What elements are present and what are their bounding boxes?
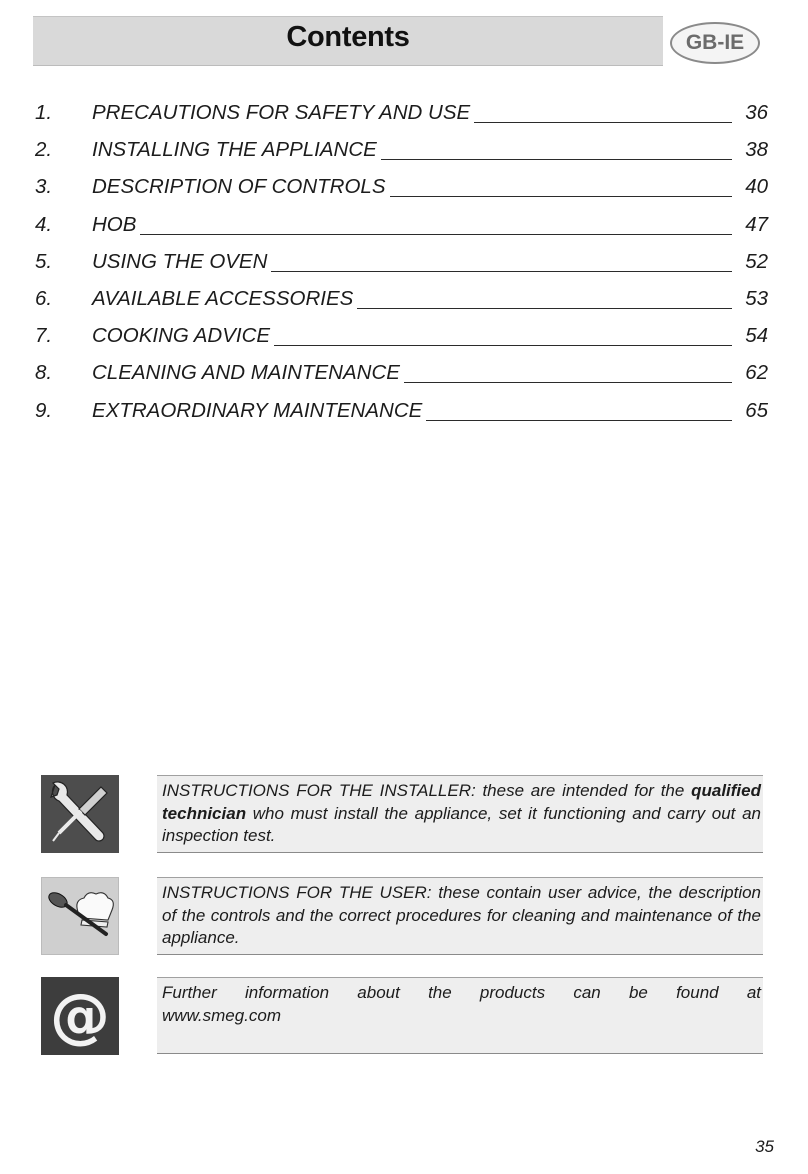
user-instructions: INSTRUCTIONS FOR THE USER: these contain user advice, the description of the controls and the correct procedures for cleaning and maintenance of the appliance.	[157, 877, 763, 955]
toc-entry[interactable]	[35, 356, 768, 393]
toc-entry-title: INSTALLING THE APPLIANCE	[92, 138, 381, 162]
toc-entry-title: DESCRIPTION OF CONTROLS	[92, 175, 390, 199]
further-info-text: Further information about the products can be found at	[162, 983, 761, 1002]
toc-entry-page: 40	[745, 175, 768, 199]
toc-entry-title: PRECAUTIONS FOR SAFETY AND USE	[92, 101, 474, 125]
toc-entry-number: 5.	[35, 249, 53, 273]
installer-bold: qualified technician	[162, 781, 761, 823]
toc-entry[interactable]	[35, 394, 768, 431]
toc-entry-page: 65	[745, 398, 768, 422]
toc-entry-page: 54	[745, 324, 768, 348]
further-information	[157, 977, 763, 1054]
toc-entry-page: 52	[745, 249, 768, 273]
language-badge: GB-IE	[670, 22, 760, 64]
installer-lead: INSTRUCTIONS FOR THE INSTALLER: these are intended for the	[162, 781, 685, 800]
toc-entry[interactable]	[35, 170, 768, 207]
toc-entry-number: 9.	[35, 398, 53, 422]
toc-entry-number: 1.	[35, 101, 53, 124]
toc-entry-page: 47	[745, 212, 768, 236]
toc-entry-title: CLEANING AND MAINTENANCE	[92, 361, 404, 385]
toc-leader-line	[135, 234, 732, 235]
page-number: 35	[755, 1137, 774, 1156]
svg-text:@: @	[50, 981, 110, 1051]
header-bar	[33, 16, 663, 66]
toc-entry-number: 7.	[35, 324, 53, 348]
toc-entry-number: 8.	[35, 361, 53, 385]
toc-entry[interactable]	[35, 133, 768, 170]
toc-entry-number: 6.	[35, 286, 53, 310]
toc-entry-title: USING THE OVEN	[92, 250, 271, 274]
toc-entry[interactable]	[35, 96, 768, 133]
toc-entry-title: HOB	[92, 213, 140, 237]
website-link[interactable]: www.smeg.com	[162, 1005, 282, 1025]
tools-icon	[41, 775, 119, 853]
toc-entry-page: 62	[745, 361, 768, 385]
toc-entry-page: 36	[745, 101, 768, 124]
installer-instructions	[157, 775, 763, 853]
at-sign-icon	[41, 977, 119, 1055]
toc-entry-number: 4.	[35, 212, 53, 236]
table-of-contents	[35, 96, 768, 431]
installer-rest: who must install the appliance, set it functioning and carry out an inspection test.	[162, 803, 761, 845]
toc-entry-number: 3.	[35, 175, 53, 199]
page-title: Contents	[286, 21, 410, 53]
toc-entry[interactable]	[35, 319, 768, 356]
toc-entry-title: COOKING ADVICE	[92, 324, 274, 348]
toc-entry[interactable]	[35, 282, 768, 319]
toc-entry-title: AVAILABLE ACCESSORIES	[92, 287, 357, 311]
chef-spoon-icon	[41, 877, 119, 955]
toc-entry-page: 38	[745, 138, 768, 162]
toc-entry-number: 2.	[35, 138, 53, 162]
toc-entry-title: EXTRAORDINARY MAINTENANCE	[92, 399, 426, 423]
toc-entry[interactable]	[35, 245, 768, 282]
toc-entry[interactable]	[35, 208, 768, 245]
toc-entry-page: 53	[745, 286, 768, 310]
